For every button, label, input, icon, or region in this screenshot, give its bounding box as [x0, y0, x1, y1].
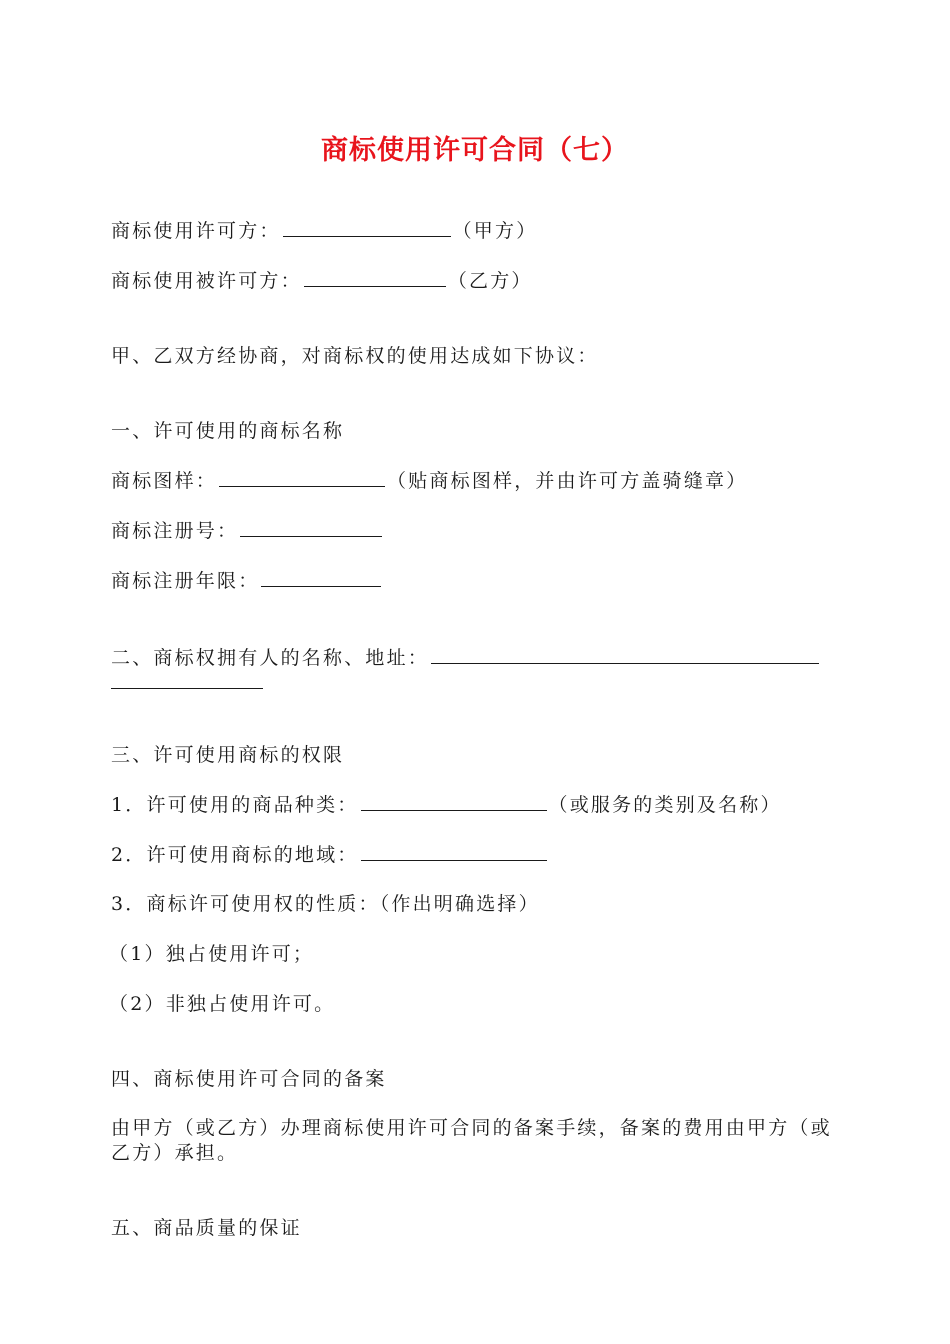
- section3-heading: 三、许可使用商标的权限: [111, 744, 345, 766]
- section1-heading: 一、许可使用的商标名称: [111, 420, 345, 442]
- registration-term-line: [111, 568, 383, 594]
- region-line: [111, 842, 549, 868]
- goods-type-line: [111, 792, 782, 818]
- registration-number-label: 商标注册号：: [111, 520, 239, 542]
- trademark-sample-note: （贴商标图样，并由许可方盖骑缝章）: [387, 470, 748, 492]
- section4-body: 由甲方（或乙方）办理商标使用许可合同的备案手续，备案的费用由甲方（或乙方）承担。: [111, 1117, 832, 1164]
- exclusive-license-option: （1）独占使用许可；: [109, 943, 315, 965]
- party-a-label: 商标使用许可方：: [111, 220, 281, 242]
- party-b-suffix: （乙方）: [447, 270, 533, 292]
- owner-name-address-blank-continued[interactable]: [111, 670, 263, 689]
- region-blank[interactable]: [361, 842, 547, 861]
- party-a-blank[interactable]: [283, 218, 451, 237]
- section2-heading: 二、商标权拥有人的名称、地址：: [111, 647, 430, 669]
- section4-heading: 四、商标使用许可合同的备案: [111, 1068, 387, 1090]
- registration-number-line: [111, 518, 384, 544]
- non-exclusive-license-option: （2）非独占使用许可。: [109, 993, 336, 1015]
- license-nature-line: 3．商标许可使用权的性质：（作出明确选择）: [111, 893, 540, 915]
- section2-line: [111, 645, 821, 671]
- party-a-line: [111, 218, 537, 244]
- party-b-blank[interactable]: [304, 268, 446, 287]
- region-label: 2．许可使用商标的地域：: [111, 844, 359, 866]
- trademark-sample-blank[interactable]: [219, 468, 385, 487]
- trademark-sample-line: [111, 468, 747, 494]
- registration-number-blank[interactable]: [240, 518, 382, 537]
- registration-term-label: 商标注册年限：: [111, 570, 260, 592]
- party-b-label: 商标使用被许可方：: [111, 270, 302, 292]
- document-title: 商标使用许可合同（七）: [321, 135, 629, 166]
- section2-continuation: [111, 670, 263, 696]
- goods-type-label: 1．许可使用的商品种类：: [111, 794, 359, 816]
- goods-type-note: （或服务的类别及名称）: [548, 794, 782, 816]
- party-a-suffix: （甲方）: [452, 220, 538, 242]
- intro-text: 甲、乙双方经协商，对商标权的使用达成如下协议：: [111, 345, 599, 367]
- registration-term-blank[interactable]: [261, 568, 381, 587]
- goods-type-blank[interactable]: [361, 792, 547, 811]
- trademark-sample-label: 商标图样：: [111, 470, 218, 492]
- party-b-line: [111, 268, 533, 294]
- owner-name-address-blank[interactable]: [431, 645, 819, 664]
- section5-heading: 五、商品质量的保证: [111, 1217, 302, 1239]
